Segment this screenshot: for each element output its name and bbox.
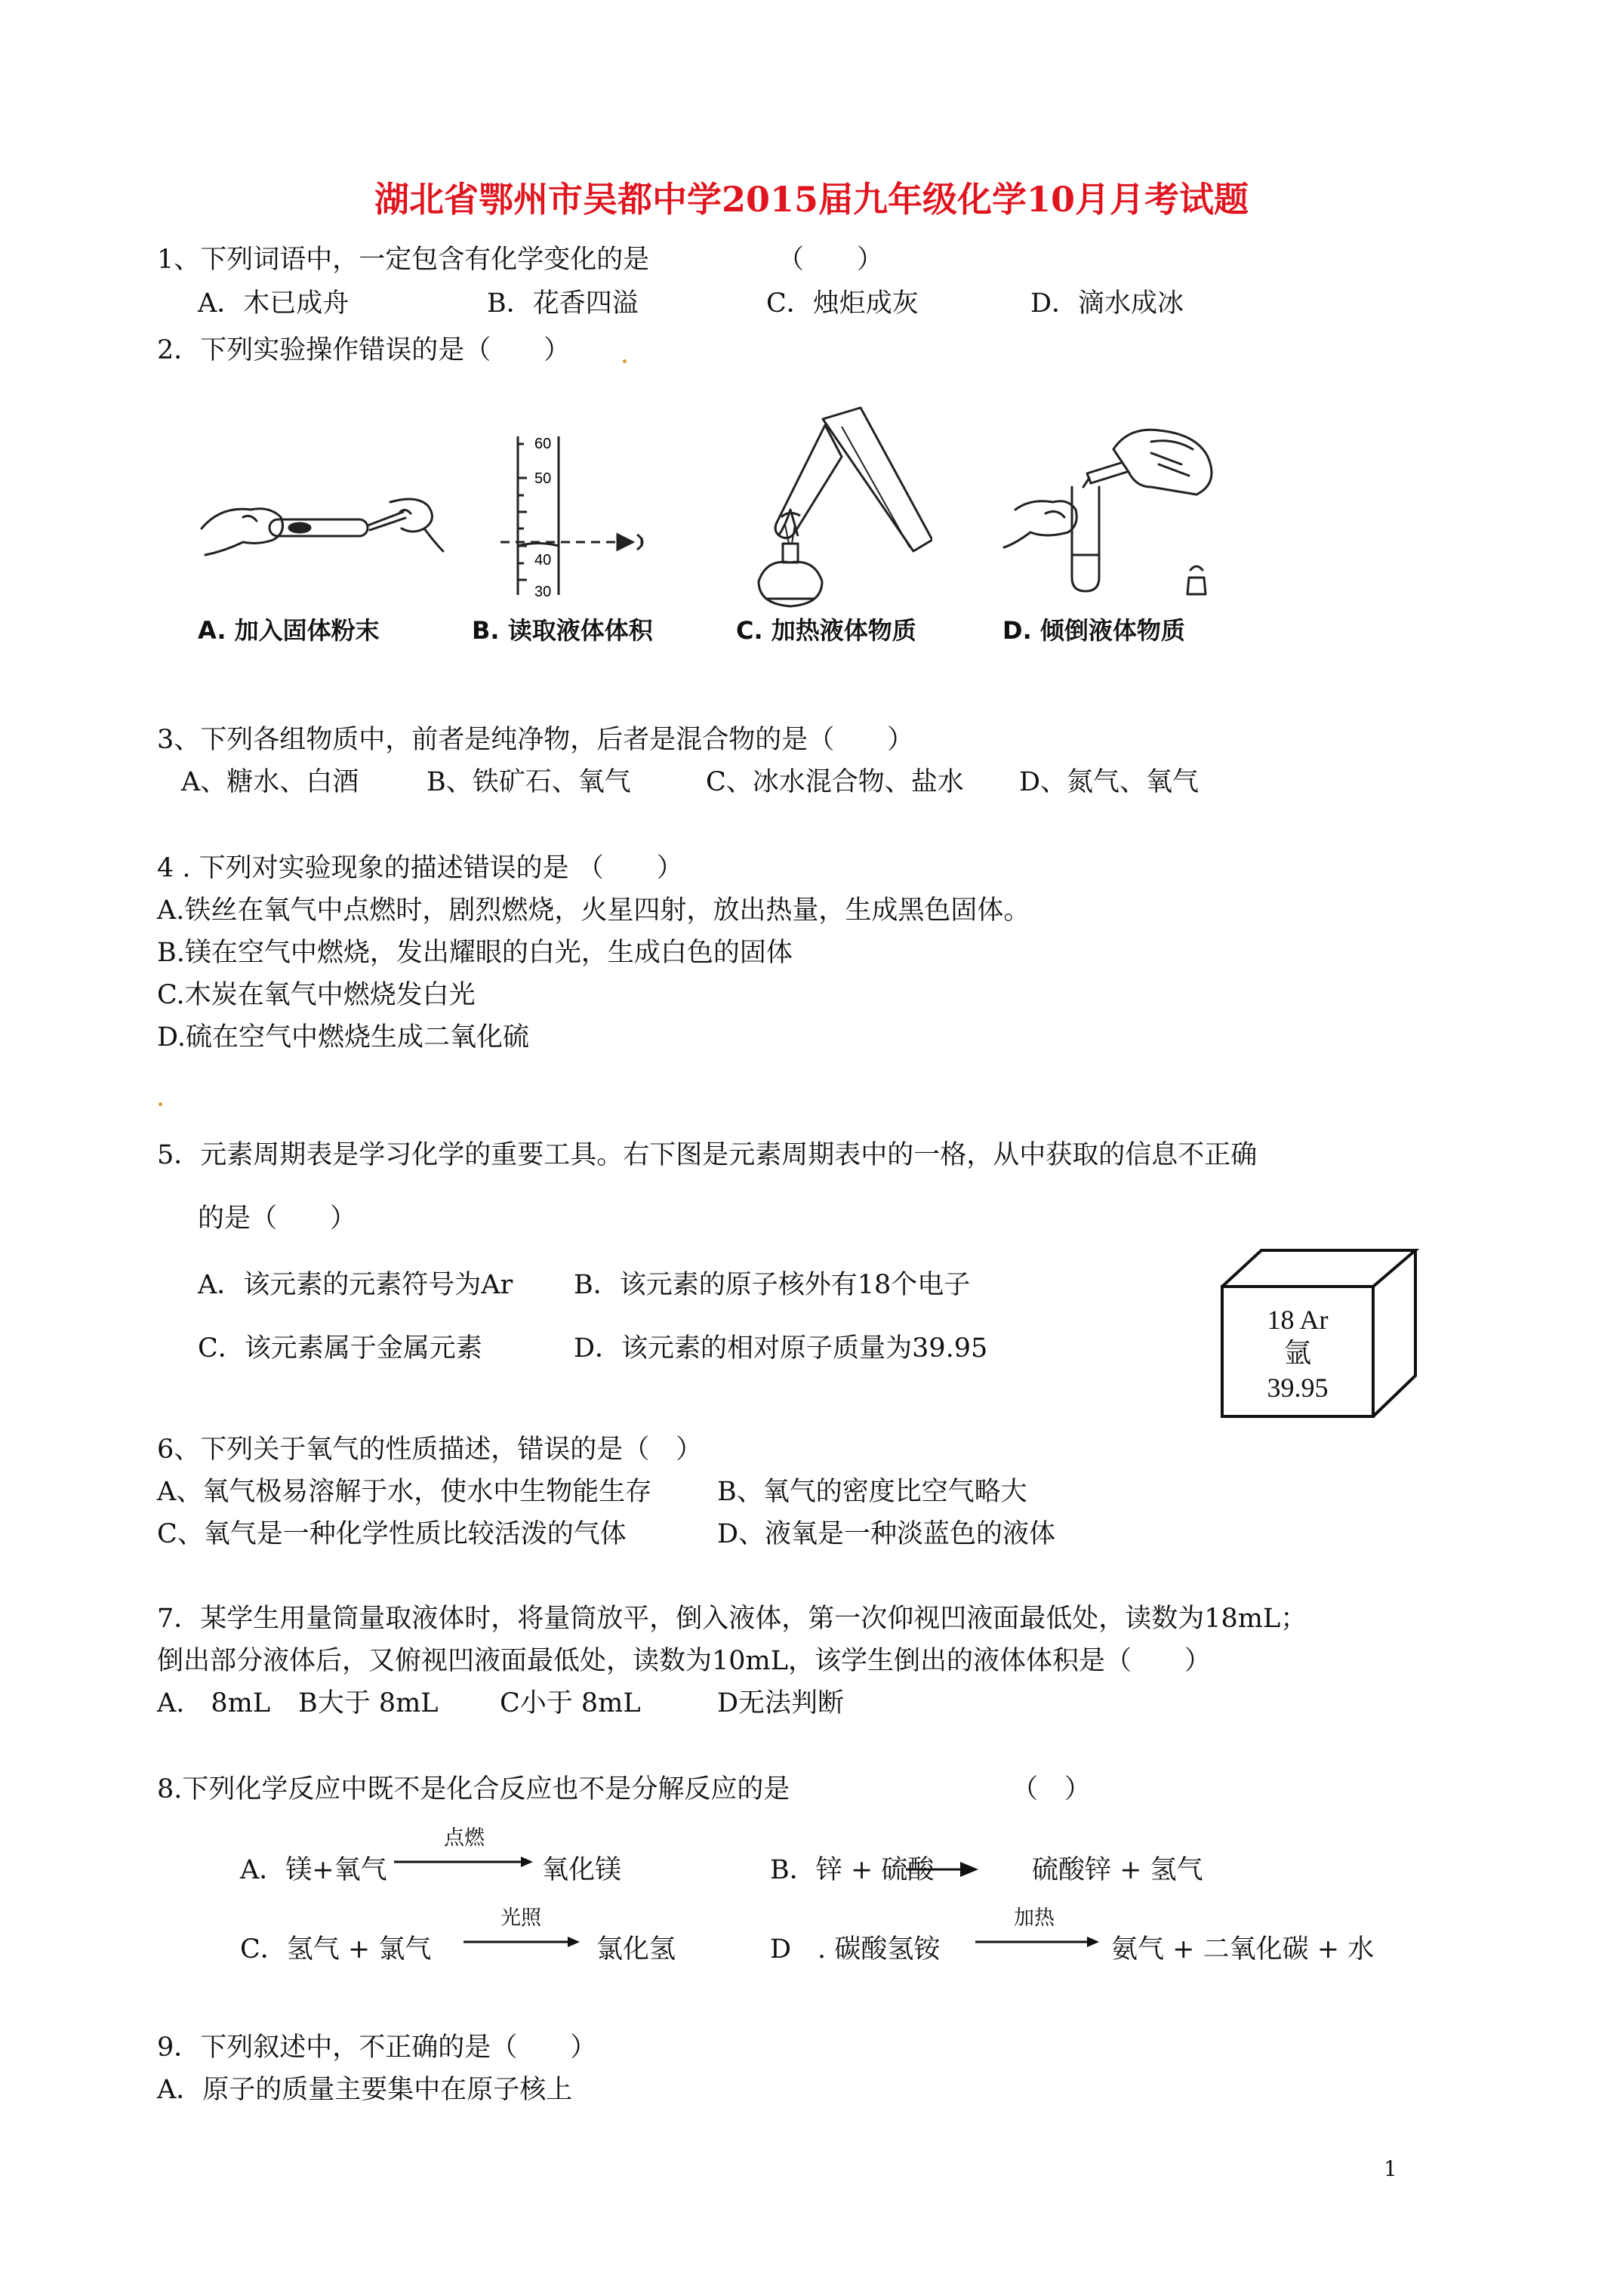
q6-option-d: D、液氧是一种淡蓝色的液体 — [717, 1519, 1056, 1549]
q2-caption-b: B. 读取液体体积 — [472, 616, 653, 645]
q8-option-d-products: 氨气 + 二氧化碳 + 水 — [1111, 1934, 1375, 1965]
q5-stem-line2: 的是（ ） — [198, 1203, 357, 1234]
cylinder-tick-40: 40 — [534, 552, 552, 569]
q1-option-d: D．滴水成冰 — [1030, 288, 1184, 319]
q8-option-d-condition: 加热 — [1014, 1906, 1055, 1930]
q8-answer-paren: （ ） — [1012, 1774, 1092, 1804]
q8-option-a-condition: 点燃 — [444, 1826, 485, 1850]
q5-option-b: B．该元素的原子核外有18个电子 — [574, 1270, 971, 1300]
reaction-arrow — [462, 1934, 583, 1949]
q2-caption-d: D. 倾倒液体物质 — [1002, 616, 1185, 645]
q7-stem-line2: 倒出部分液体后，又俯视凹液面最低处，读数为10mL，该学生倒出的液体体积是（ ） — [157, 1646, 1211, 1676]
q5-option-c: C．该元素属于金属元素 — [198, 1333, 482, 1364]
q8-option-b-products: 硫酸锌 + 氢气 — [1032, 1855, 1203, 1885]
q3-stem: 3、下列各组物质中，前者是纯净物，后者是混合物的是（ ） — [157, 725, 914, 755]
q4-option-d: D.硫在空气中燃烧生成二氧化硫 — [157, 1022, 529, 1052]
reaction-arrow — [906, 1860, 981, 1878]
q5-option-a: A．该元素的元素符号为Ar — [198, 1270, 513, 1300]
q6-option-a: A、氧气极易溶解于水，使水中生物能生存 — [157, 1477, 652, 1507]
q3-option-d: D、氮气、氧气 — [1019, 767, 1200, 797]
liquid-heating-illustration — [736, 404, 932, 615]
q8-option-c-reactants: C．氢气 + 氯气 — [240, 1934, 432, 1965]
q6-stem: 6、下列关于氧气的性质描述，错误的是（ ） — [157, 1435, 703, 1465]
q4-option-b: B.镁在空气中燃烧，发出耀眼的白光，生成白色的固体 — [157, 938, 793, 968]
q7-option-a: A. 8mL — [157, 1688, 271, 1718]
q8-stem: 8.下列化学反应中既不是化合反应也不是分解反应的是 — [157, 1774, 790, 1804]
q3-option-a: A、糖水、白酒 — [181, 767, 359, 797]
q1-answer-paren: （ ） — [778, 245, 884, 275]
q1-option-a: A．木已成舟 — [198, 288, 350, 319]
q1-option-c: C．烛炬成灰 — [766, 288, 919, 319]
q5-stem-line1: 5．元素周期表是学习化学的重要工具。右下图是元素周期表中的一格，从中获取的信息不正确 — [157, 1140, 1258, 1170]
q7-option-b: B大于 8mL — [298, 1688, 439, 1718]
q4-option-c: C.木炭在氧气中燃烧发白光 — [157, 980, 476, 1010]
q2-stem: 2．下列实验操作错误的是（ ） — [157, 335, 571, 365]
q1-stem: 1、下列词语中，一定包含有化学变化的是 — [157, 245, 650, 275]
reaction-arrow — [393, 1854, 536, 1869]
page-title: 湖北省鄂州市吴都中学2015届九年级化学10月月考试题 — [374, 179, 1249, 220]
q6-option-b: B、氧气的密度比空气略大 — [717, 1477, 1027, 1507]
q8-option-a-reactants: A．镁+氧气 — [240, 1855, 387, 1885]
page-number: 1 — [1384, 2156, 1397, 2181]
cylinder-tick-60: 60 — [534, 436, 552, 452]
q3-option-b: B、铁矿石、氧气 — [427, 767, 631, 797]
q9-option-a: A．原子的质量主要集中在原子核上 — [157, 2075, 573, 2105]
q3-option-c: C、冰水混合物、盐水 — [706, 767, 964, 797]
q1-option-b: B．花香四溢 — [487, 288, 639, 319]
element-atomic-mass: 39.95 — [1267, 1373, 1329, 1403]
stray-mark — [623, 359, 627, 363]
element-name: 氩 — [1283, 1338, 1311, 1368]
q7-option-d: D无法判断 — [717, 1688, 845, 1718]
q4-stem: 4 . 下列对实验现象的描述错误的是 （ ） — [157, 853, 683, 883]
reaction-arrow — [974, 1934, 1102, 1949]
q7-stem-line1: 7．某学生用量筒量取液体时，将量筒放平，倒入液体，第一次仰视凹液面最低处，读数为18mL； — [157, 1604, 1307, 1634]
stray-mark — [159, 1102, 162, 1106]
q2-caption-c: C. 加热液体物质 — [736, 616, 916, 645]
q4-option-a: A.铁丝在氧气中点燃时，剧烈燃烧，火星四射，放出热量，生成黑色固体。 — [157, 895, 1030, 926]
q8-option-a-products: 氧化镁 — [542, 1855, 622, 1885]
cylinder-tick-50: 50 — [534, 470, 552, 487]
q7-option-c: C小于 8mL — [500, 1688, 641, 1718]
powder-adding-illustration — [198, 476, 447, 574]
q8-option-c-products: 氯化氢 — [596, 1934, 676, 1965]
q6-option-c: C、氧气是一种化学性质比较活泼的气体 — [157, 1519, 627, 1549]
cylinder-reading-illustration — [497, 429, 678, 603]
q5-option-d: D．该元素的相对原子质量为39.95 — [574, 1333, 988, 1364]
q2-caption-a: A. 加入固体粉末 — [198, 616, 380, 645]
element-number-symbol: 18 Ar — [1267, 1305, 1329, 1335]
cylinder-tick-30: 30 — [534, 584, 552, 600]
q8-option-d-reactants: D . 碳酸氢铵 — [770, 1934, 941, 1965]
q8-option-c-condition: 光照 — [500, 1906, 541, 1930]
q8-option-b-reactants: B．锌 + 硫酸 — [770, 1855, 935, 1885]
q9-stem: 9．下列叙述中，不正确的是（ ） — [157, 2032, 597, 2063]
liquid-pouring-illustration — [1000, 411, 1227, 608]
